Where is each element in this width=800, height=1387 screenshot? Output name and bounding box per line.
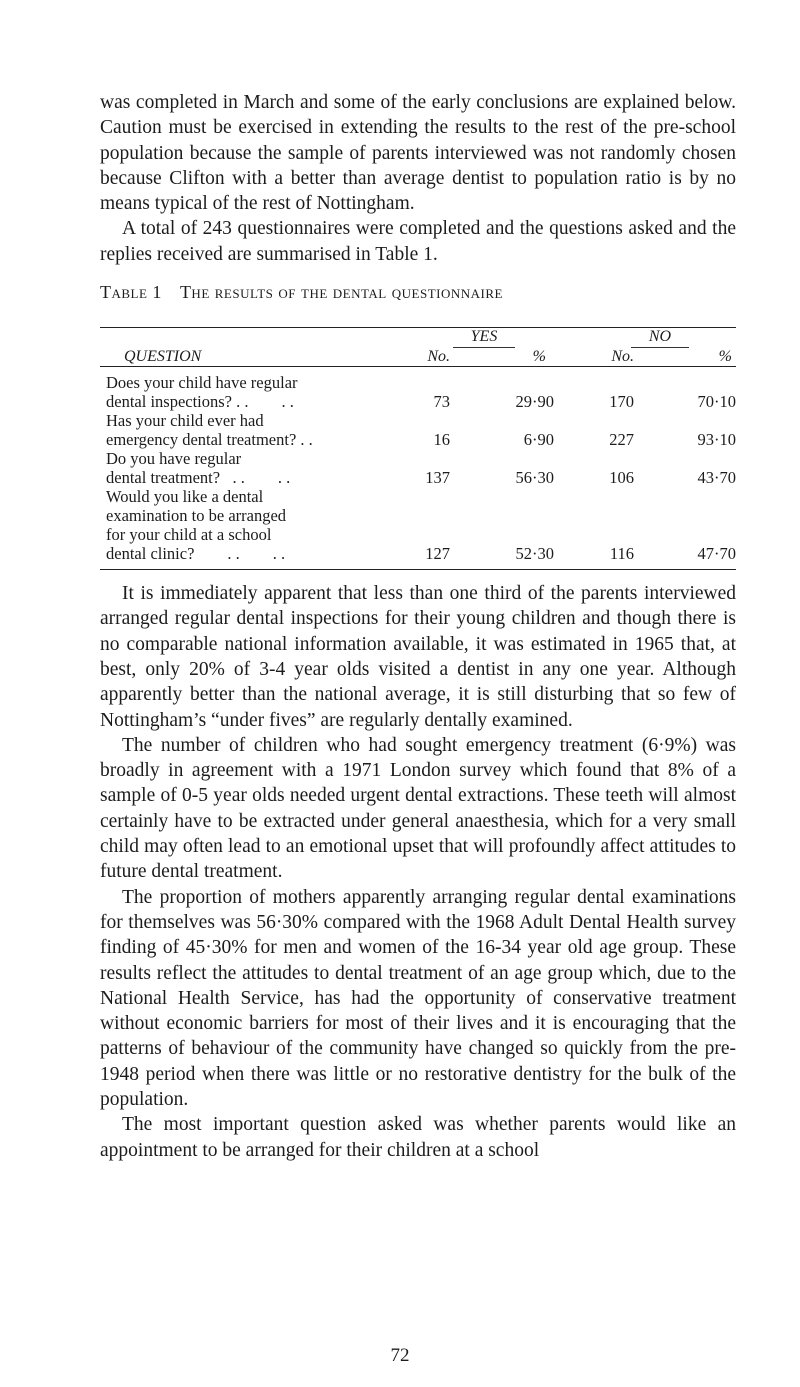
question-line: for your child at a school: [106, 525, 272, 545]
table-caption: The results of the dental questionnaire: [179, 282, 503, 303]
yes-count-cell: 73: [433, 392, 450, 412]
paragraph: It is immediately apparent that less than one third of the parents interviewed arranged regular dental inspections for their young children and though there is no comparable national information available, it was estimated in 1965 that, at best, only 20% of 3-4 year olds visited a dentist in any one year. Although apparently better than the national average, it is still disturbing that so few of Nottingham’s “under fives” are regularly dentally examined.: [100, 583, 736, 731]
table-header-group-row: [100, 328, 736, 349]
yes-count-header: No.: [374, 348, 450, 367]
no-percent-cell: 93·10: [697, 430, 736, 450]
no-count-header: No.: [554, 348, 634, 367]
question-line: Do you have regular: [106, 449, 242, 469]
table-row: [100, 367, 736, 412]
yes-group-header: YES: [374, 328, 554, 349]
question-cell: [100, 367, 374, 412]
question-line: examination to be arranged: [106, 506, 287, 526]
question-line: emergency dental treatment? . .: [106, 430, 313, 450]
question-line: Would you like a dental: [106, 487, 264, 507]
paragraph: The number of children who had sought emergency treatment (6·9%) was broadly in agreement with a 1971 London survey which found that 8% of a sample of 0-5 year olds needed urgent dental extractions. These teeth will almost certainly have to be extracted under general anaesthesia, which for a very small child may often lead to an emotional upset that will profoundly affect attitudes to future dental treatment.: [100, 734, 736, 883]
yes-percent-cell: 29·90: [515, 392, 554, 412]
page-content: [100, 90, 736, 1163]
question-cell: [100, 449, 374, 487]
table-header-row: [100, 348, 736, 367]
yes-count-cell: 137: [425, 468, 450, 488]
question-line: dental treatment? . . . .: [106, 468, 291, 488]
table-row: [100, 449, 736, 487]
page-number: 72: [390, 1345, 410, 1366]
paragraph: A total of 243 questionnaires were completed and the questions asked and the replies received are summarised in Table 1.: [100, 218, 736, 265]
question-line: dental inspections? . . . .: [106, 392, 294, 412]
paragraph: The most important question asked was whether parents would like an appointment to be arranged for their children at a school: [100, 1114, 736, 1161]
question-cell: [100, 411, 374, 449]
no-percent-cell: 47·70: [634, 487, 736, 570]
yes-percent-cell: 52·30: [450, 487, 554, 570]
table-row: [100, 411, 736, 449]
no-count-cell: 170: [609, 392, 634, 412]
no-count-cell: 106: [609, 468, 634, 488]
table-row: [100, 487, 736, 570]
no-count-cell: 116: [554, 487, 634, 570]
no-percent-header: %: [634, 348, 736, 367]
table-number: Table 1: [100, 282, 162, 303]
table-title: [100, 282, 736, 303]
no-group-header: NO: [554, 328, 736, 349]
question-line: Has your child ever had: [106, 411, 264, 431]
yes-percent-cell: 56·30: [515, 468, 554, 488]
question-header: QUESTION: [100, 348, 374, 367]
yes-percent-header: %: [450, 348, 554, 367]
no-percent-cell: 70·10: [697, 392, 736, 412]
table-body: [100, 367, 736, 570]
question-cell: [100, 487, 374, 570]
intro-text: [100, 90, 736, 267]
question-line: Does your child have regular: [106, 373, 298, 393]
results-table: [100, 327, 736, 570]
yes-percent-cell: 6·90: [523, 430, 554, 450]
yes-count-cell: 127: [374, 487, 450, 570]
no-percent-cell: 43·70: [697, 468, 736, 488]
question-line: dental clinic? . . . .: [106, 544, 286, 564]
paragraph: The proportion of mothers apparently arranging regular dental examinations for themselves was 56·30% compared with the 1968 Adult Dental Health survey finding of 45·30% for men and women of the 16-34 year old age group. These results reflect the attitudes to dental treatment of an age group which, due to the National Health Service, has had the opportunity of conservative treatment without economic barriers for most of their lives and it is encouraging that the patterns of behaviour of the community have changed so quickly from the pre-1948 period when there was little or no restorative dentistry for the bulk of the population.: [100, 886, 736, 1111]
paragraph: was completed in March and some of the early conclusions are explained below. Caution must be exercised in extending the results to the rest of the pre-school population because the sample of parents interviewed was not randomly chosen because Clifton with a better than average dentist to population ratio is by no means typical of the rest of Nottingham.: [100, 92, 736, 215]
yes-count-cell: 16: [433, 430, 450, 450]
no-count-cell: 227: [609, 430, 634, 450]
body-text: [100, 581, 736, 1163]
